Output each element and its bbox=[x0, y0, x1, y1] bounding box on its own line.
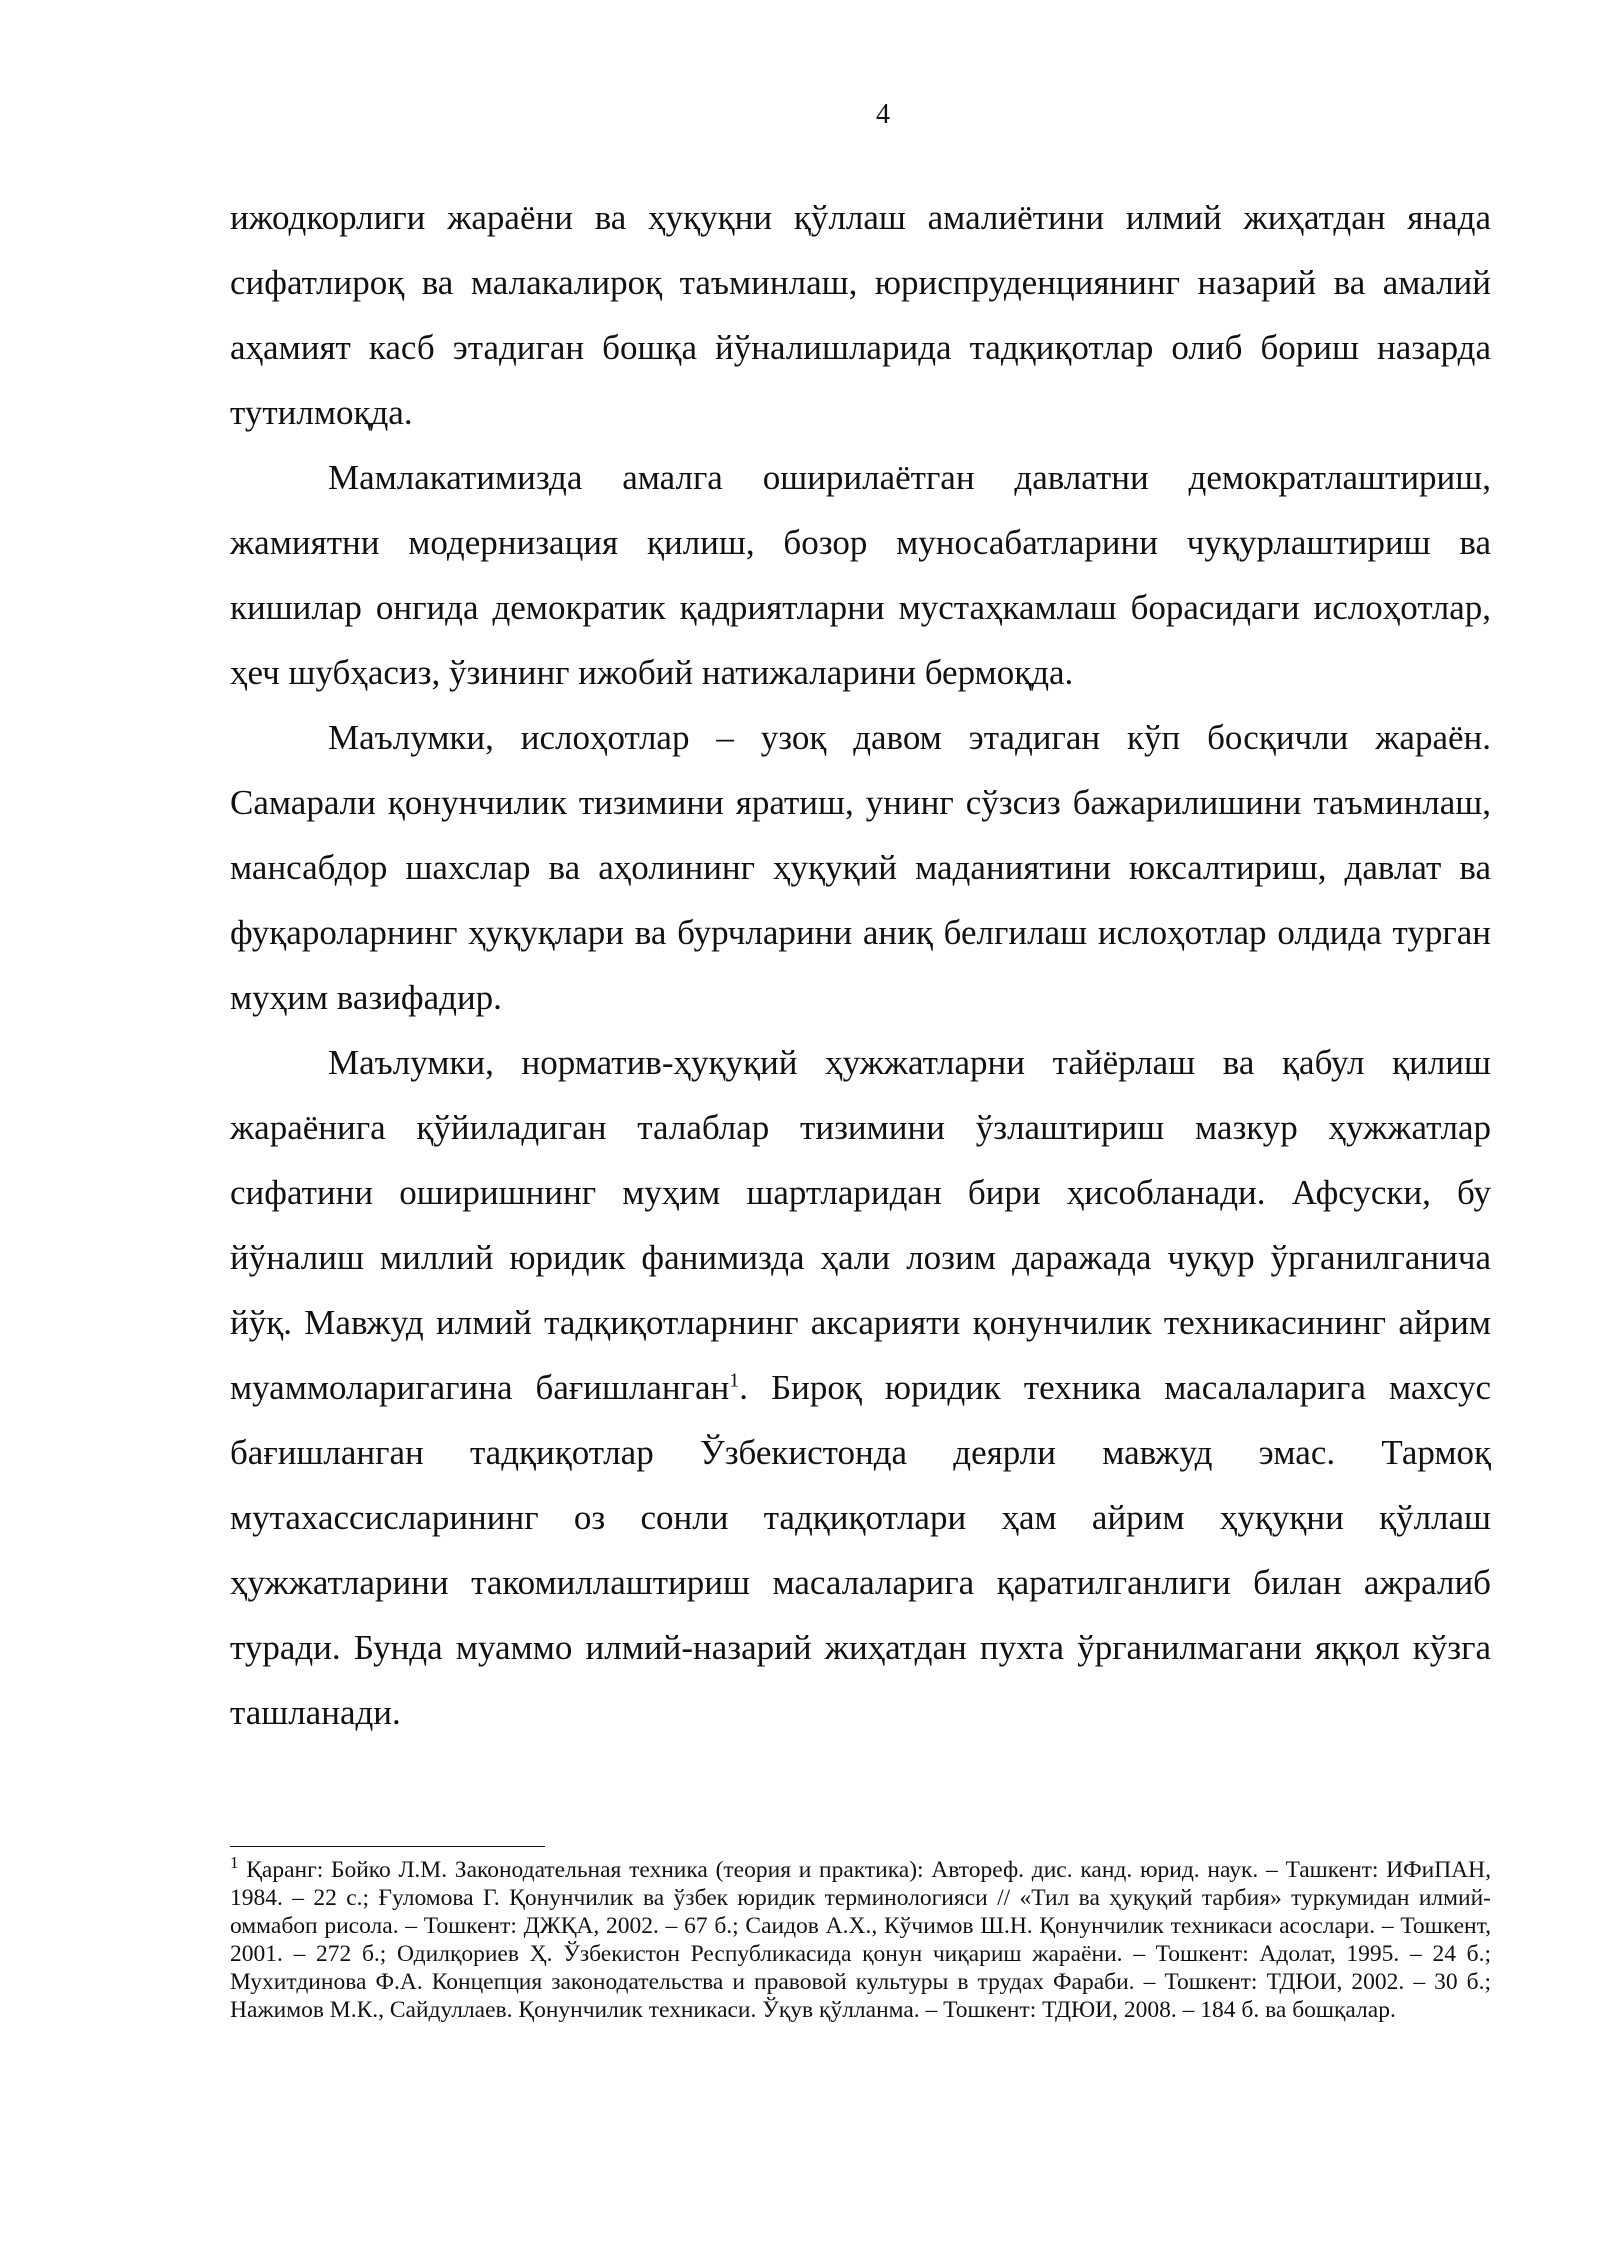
paragraph-4 bbox=[230, 1030, 1491, 1745]
paragraph-2: Мамлакатимизда амалга оширилаётган давлатни демократлаштириш, жамиятни модернизация қилиш, бозор муносабатларини чуқурлаштириш ва кишилар онгида демократик қадриятларни мустаҳкамлаш борасидаги ислоҳотлар, ҳеч шубҳасиз, ўзининг ижобий натижаларини бермоқда. bbox=[230, 458, 1491, 692]
paragraph-1: ижодкорлиги жараёни ва ҳуқуқни қўллаш амалиётини илмий жиҳатдан янада сифатлироқ ва малакалироқ таъминлаш, юриспруденциянинг назарий ва амалий аҳамият касб этадиган бошқа йўналишларида тадқиқотлар олиб бориш назарда тутилмоқда. bbox=[230, 198, 1491, 432]
page-number: 4 bbox=[876, 99, 890, 130]
footnote-text: Қаранг: Бойко Л.М. Законодательная техника (теория и практика): Автореф. дис. канд. юрид. наук. – Ташкент: ИФиПАН, 1984. – 22 с.; Ғуломова Г. Қонунчилик ва ўзбек юридик терминологияси // «Тил ва ҳуқуқий тарбия» туркумидан илмий-оммабоп рисола. – Тошкент: ДЖҚА, 2002. – 67 б.; Саидов А.Х., Кўчимов Ш.Н. Қонунчилик техникаси асослари. – Тошкент, 2001. – 272 б.; Одилқориев Ҳ. Ўзбекистон Республикасида қонун чиқариш жараёни. – Тошкент: Адолат, 1995. – 24 б.; Мухитдинова Ф.А. Концепция законодательства и правовой культуры в трудах Фараби. – Тошкент: ТДЮИ, 2002. – 30 б.; Нажимов М.К., Сайдуллаев. Қонунчилик техникаси. Ўқув қўлланма. – Тошкент: ТДЮИ, 2008. – 184 б. ва бошқалар. bbox=[230, 1857, 1491, 2023]
footnote-separator bbox=[230, 1846, 545, 1847]
paragraph-3: Маълумки, ислоҳотлар – узоқ давом этадиган кўп босқичли жараён. Самарали қонунчилик тизимини яратиш, унинг сўзсиз бажарилишини таъминлаш, мансабдор шахслар ва аҳолининг ҳуқуқий маданиятини юксалтириш, давлат ва фуқароларнинг ҳуқуқлари ва бурчларини аниқ белгилаш ислоҳотлар олдида турган муҳим вазифадир. bbox=[230, 718, 1491, 1017]
footnote bbox=[230, 1853, 1491, 2024]
footnote-marker: 1 bbox=[230, 1853, 239, 1873]
paragraph-4-text-after-ref: . Бироқ юридик техника масалаларига махсус бағишланган тадқиқотлар Ўзбекистонда деярли мавжуд эмас. Тармоқ мутахассисларининг оз сонли тадқиқотлари ҳам айрим ҳуқуқни қўллаш ҳужжатларини такомиллаштириш масалаларига қаратилганлиги билан ажралиб туради. Бунда муаммо илмий-назарий жиҳатдан пухта ўрганилмагани яққол кўзга ташланади. bbox=[230, 1368, 1492, 1732]
body-text bbox=[230, 185, 1491, 1745]
footnote-reference: 1 bbox=[729, 1369, 740, 1392]
paragraph-4-text-before-ref: Маълумки, норматив-ҳуқуқий ҳужжатларни тайёрлаш ва қабул қилиш жараёнига қўйиладиган талаблар тизимини ўзлаштириш мазкур ҳужжатлар сифатини оширишнинг муҳим шартларидан бири ҳисобланади. Афсуски, бу йўналиш миллий юридик фанимизда ҳали лозим даражада чуқур ўрганилганича йўқ. Мавжуд илмий тадқиқотларнинг аксарияти қонунчилик техникасининг айрим муаммоларигагина бағишланган bbox=[230, 1043, 1491, 1407]
